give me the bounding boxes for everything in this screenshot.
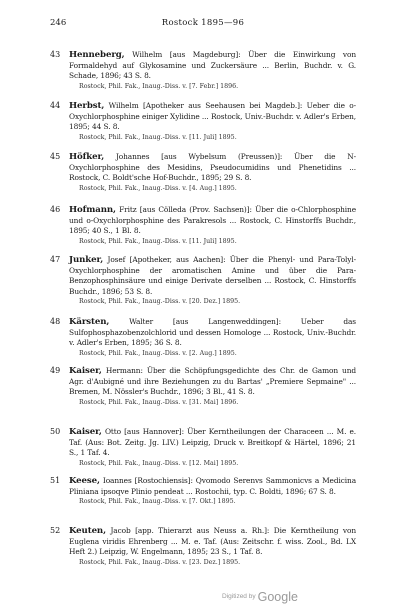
entry-number: 51 xyxy=(50,476,61,485)
entry-number: 50 xyxy=(50,427,61,436)
entry-number: 52 xyxy=(50,526,61,535)
entry-number: 48 xyxy=(50,317,61,326)
entry-text xyxy=(69,205,356,237)
entry-number: 49 xyxy=(50,366,61,375)
author-name: Keuten, xyxy=(69,526,106,536)
entry-title: Fritz [aus Cölleda (Prov. Sachsen)]: Über die o-Chlorphosphine und o-Oxychlorphosphine des Parakresols ... Rostock, C. Hinstorffs Buchdr., 1895; 40 S., 1 Bl. 8. xyxy=(69,205,356,235)
entry-text xyxy=(69,526,356,558)
entry-note: Rostock, Phil. Fak., Inaug.-Diss. v. [31. Mai] 1896. xyxy=(79,398,239,406)
entry-title: Ioannes [Rostochiensis]: Qvomodo Serenvs Sammonicvs a Medicina Pliniana ipsoqve Plinio pendeat ... Rostochii, typ. C. Boldti, 1896; 67 S. 8. xyxy=(69,476,356,496)
entry-text xyxy=(69,255,356,297)
entry-note: Rostock, Phil. Fak., Inaug.-Diss. v. [12. Mai] 1895. xyxy=(79,459,239,467)
entry-list xyxy=(50,50,356,581)
list-item xyxy=(50,255,356,317)
entry-text xyxy=(69,152,356,184)
entry-title: Walter [aus Langenweddingen]: Ueber das Sulfophosphazobenzolchlorid und dessen Homologe ... Rostock, Univ.-Buchdr. v. Adler's Erben, 1895; 36 S. 8. xyxy=(69,317,356,347)
entry-note: Rostock, Phil. Fak., Inaug.-Diss. v. [20. Dez.] 1895. xyxy=(79,298,241,305)
entry-number: 45 xyxy=(50,152,61,161)
page-number: 246 xyxy=(50,18,67,28)
list-item xyxy=(50,317,356,366)
entry-text xyxy=(69,317,356,349)
entry-text xyxy=(69,366,356,398)
running-title: Rostock 1895—96 xyxy=(161,18,245,28)
entry-number: 46 xyxy=(50,205,61,214)
entry-note: Rostock, Phil. Fak., Inaug.-Diss. v. [23. Dez.] 1895. xyxy=(79,558,241,566)
author-name: Henneberg, xyxy=(69,50,125,60)
author-name: Junker, xyxy=(69,255,104,265)
author-name: Höfker, xyxy=(69,152,105,162)
list-item xyxy=(50,205,356,255)
author-name: Kaiser, xyxy=(69,366,102,376)
list-item xyxy=(50,427,356,476)
entry-number: 43 xyxy=(50,50,61,59)
author-name: Kaiser, xyxy=(69,427,102,437)
author-name: Hofmann, xyxy=(69,205,116,215)
entry-title: Wilhelm [aus Magdeburg]: Über die Einwirkung von Formaldehyd auf Glykosamine und Zuckersäure ... Berlin, Buchdr. v. G. Schade, 1896; 43 S. 8. xyxy=(69,50,356,80)
watermark-prefix: Digitized by xyxy=(222,593,256,601)
list-item xyxy=(50,366,356,427)
entry-text xyxy=(69,101,356,133)
entry-text xyxy=(69,476,356,497)
entry-note: Rostock, Phil. Fak., Inaug.-Diss. v. [2. Aug.] 1895. xyxy=(79,349,237,357)
list-item xyxy=(50,526,356,581)
list-item xyxy=(50,476,356,526)
entry-number: 44 xyxy=(50,101,61,110)
entry-text xyxy=(69,50,356,82)
entry-number: 47 xyxy=(50,255,61,264)
author-name: Keese, xyxy=(69,476,100,486)
list-item xyxy=(50,101,356,152)
entry-title: Jacob [app. Thierarzt aus Neuss a. Rh.]: Die Kerntheilung von Euglena viridis Ehrenberg ... M. e. Taf. (Aus: Zeitschr. f. wiss. Zool., Bd. LX Heft 2.) Leipzig, W. Engelmann, 1895; 23 S., 1 Taf. 8. xyxy=(69,526,356,556)
entry-note: Rostock, Phil. Fak., Inaug.-Diss. v. [11. Juli] 1895. xyxy=(79,237,237,245)
google-logo: Google xyxy=(257,589,298,604)
entry-text xyxy=(69,427,356,459)
entry-note: Rostock, Phil. Fak., Inaug.-Diss. v. [11. Juli] 1895. xyxy=(79,133,237,141)
entry-title: Otto [aus Hannover]: Über Kerntheilungen der Characeen ... M. e. Taf. (Aus: Bot. Zeitg. Jg. LIV.) Leipzig, Druck v. Breitkopf & Härtel, 1896; 21 S., 1 Taf. 4. xyxy=(69,427,356,457)
list-item xyxy=(50,152,356,205)
entry-title: Josef [Apotheker, aus Aachen]: Über die Phenyl- und Para-Tolyl-Oxychlorphosphine der aromatischen Amine und über die Para-Benzophosphinsäure und einige Derivate derselben ... Rostock, C. Hinstorffs Buchdr., 1896; 53 S. 8. xyxy=(69,255,356,296)
page-header xyxy=(50,16,356,30)
author-name: Kärsten, xyxy=(69,317,110,327)
entry-title: Hermann: Über die Schöpfungsgedichte des Chr. de Gamon und Agr. d'Aubigné und ihre Beziehungen zu du Bartas' „Premiere Sepmaine" ... Bremen, M. Nössler's Buchdr., 1896; 3 Bl., 41 S. 8. xyxy=(69,366,356,396)
entry-title: Johannes [aus Wybelsum (Preussen)]: Über die N-Oxychlorphosphine des Mesidins, Pseudocumidins und Phenetidins ... Rostock, C. Boldt'sche Hof-Buchdr., 1895; 29 S. 8. xyxy=(69,152,356,182)
entry-note: Rostock, Phil. Fak., Inaug.-Diss. v. [7. Febr.] 1896. xyxy=(79,82,239,90)
entry-title: Wilhelm [Apotheker aus Seehausen bei Magdeb.]: Ueber die o-Oxychlorphosphine einiger Xylidine ... Rostock, Univ.-Buchdr. v. Adler's Erben, 1895; 44 S. 8. xyxy=(69,101,356,131)
list-item xyxy=(50,50,356,101)
digitization-watermark xyxy=(222,588,298,606)
author-name: Herbst, xyxy=(69,101,105,111)
entry-note: Rostock, Phil. Fak., Inaug.-Diss. v. [4. Aug.] 1895. xyxy=(79,184,237,192)
entry-note: Rostock, Phil. Fak., Inaug.-Diss. v. [7. Okt.] 1895. xyxy=(79,498,236,505)
